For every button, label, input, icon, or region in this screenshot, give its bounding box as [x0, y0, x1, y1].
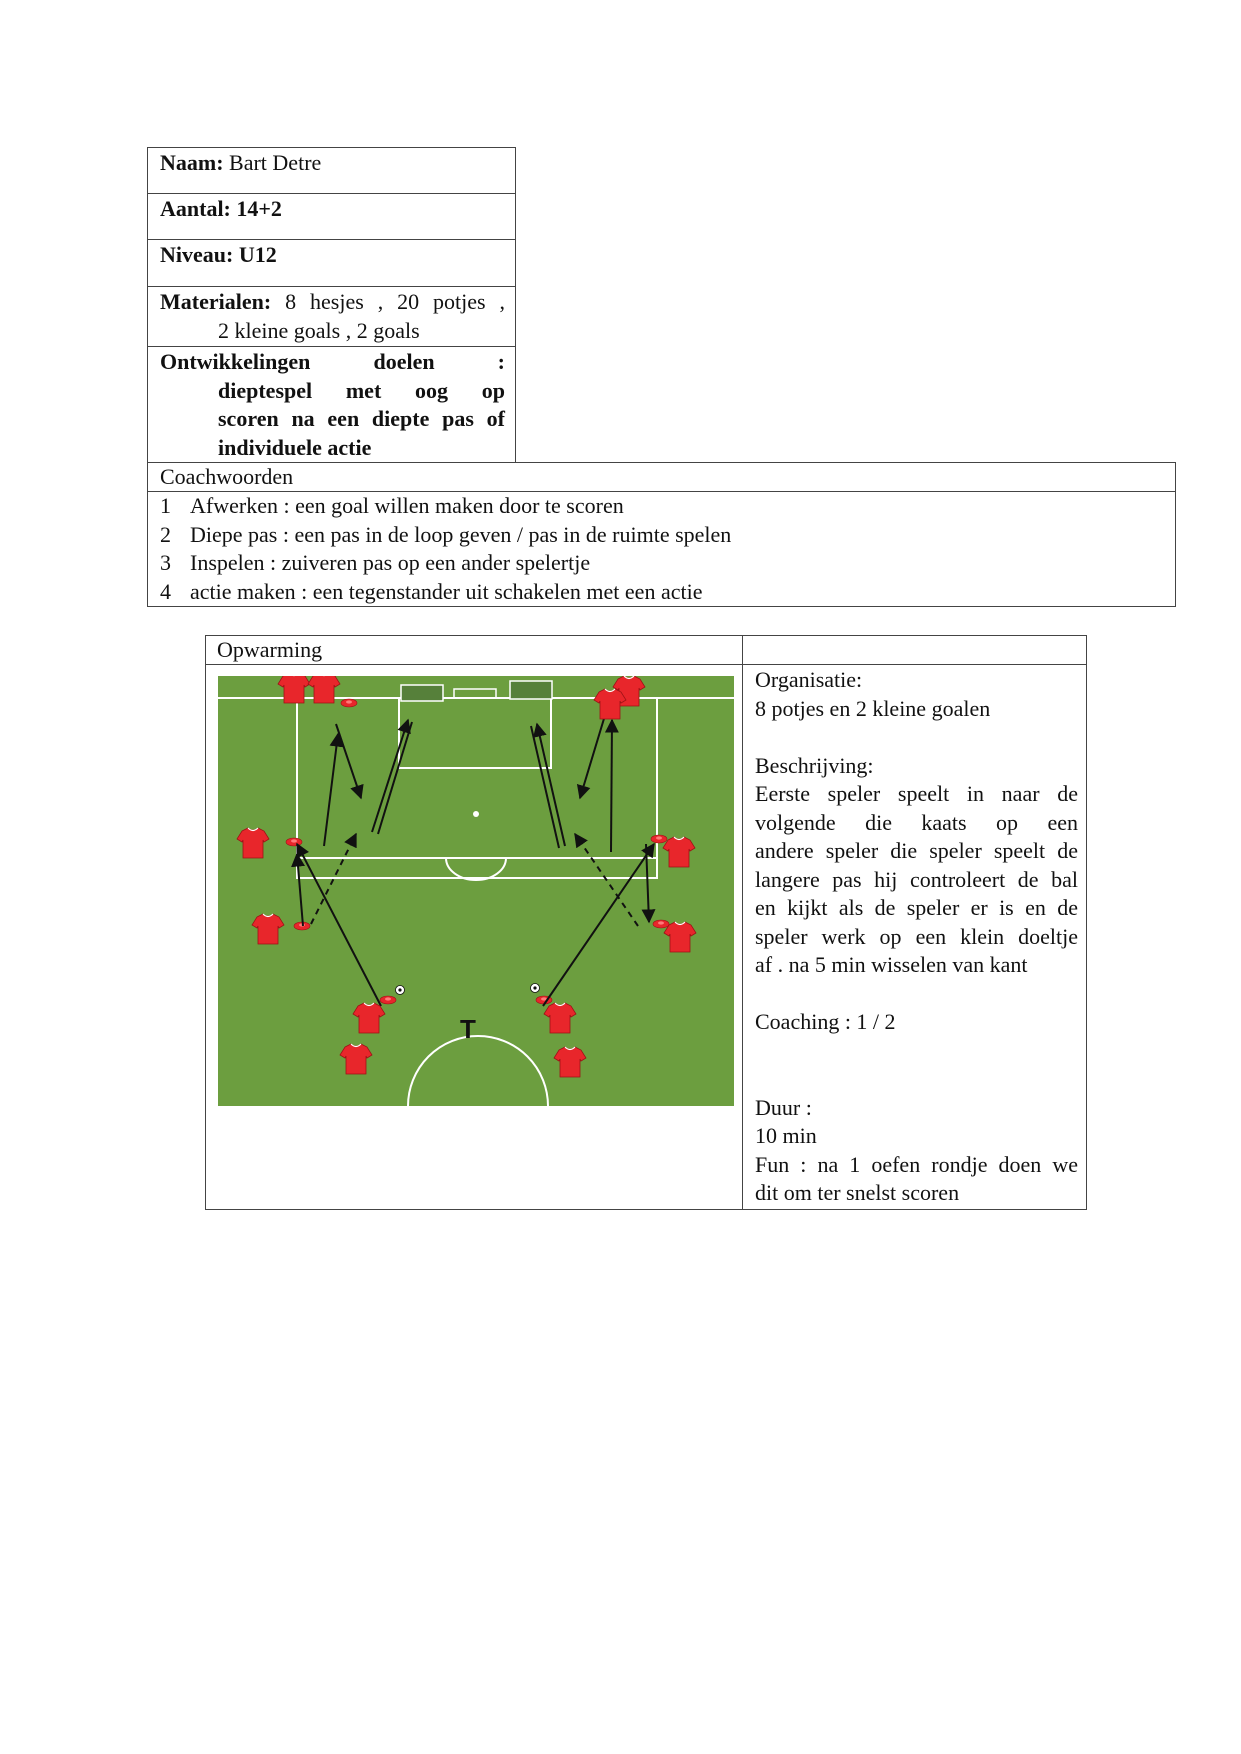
- cone: [653, 920, 669, 928]
- niveau-label: Niveau: U12: [160, 242, 277, 267]
- list-item: [160, 492, 731, 521]
- row-divider: [147, 286, 516, 287]
- naam-label: Naam:: [160, 150, 224, 175]
- ontwikkelingen-row: [160, 348, 505, 462]
- list-item: [160, 521, 731, 550]
- materialen-label: Materialen:: [160, 289, 272, 314]
- materialen-row: [160, 288, 505, 345]
- materialen-line-1: [160, 288, 505, 317]
- row-divider: [147, 346, 516, 347]
- item-text: Afwerken : een goal willen maken door te scoren: [190, 493, 624, 518]
- small-goal-left: [401, 685, 443, 701]
- fun-line-1: Fun : na 1 oefen rondje doen we: [755, 1151, 1078, 1177]
- item-text: Diepe pas : een pas in de loop geven / pas in de ruimte spelen: [190, 521, 732, 547]
- duur-label: Duur :: [755, 1094, 812, 1120]
- niveau-row: [160, 241, 277, 270]
- coachwoorden-list: [160, 492, 731, 606]
- naam-value: Bart Detre: [229, 150, 322, 175]
- fun-line-2: dit om ter snelst scoren: [755, 1180, 960, 1205]
- beschrijving-line: Eerste speler speelt in naar de: [755, 781, 1078, 806]
- coaching-text: Coaching : 1 / 2: [755, 1009, 896, 1034]
- row-divider: [147, 193, 516, 194]
- beschrijving-line: langere pas hij controleert de bal: [755, 866, 1078, 892]
- ontwikkelingen-line-3: scoren na een diepte pas of: [218, 406, 505, 431]
- item-number: 3: [160, 550, 171, 575]
- exercise-title: Opwarming: [217, 637, 323, 662]
- ball: [396, 986, 405, 995]
- organisatie-text: 8 potjes en 2 kleine goalen: [755, 695, 991, 721]
- row-divider: [147, 239, 516, 240]
- materialen-value-2: 2 kleine goals , 2 goals: [218, 317, 420, 343]
- coachwoorden-header: Coachwoorden: [160, 464, 294, 489]
- item-number: 1: [160, 493, 171, 518]
- beschrijving-line: af . na 5 min wisselen van kant: [755, 952, 1028, 977]
- list-item: [160, 549, 731, 578]
- cone: [380, 996, 396, 1004]
- spacer: [755, 1065, 1078, 1094]
- exercise-description: [755, 666, 1078, 1208]
- duur-value: 10 min: [755, 1123, 817, 1148]
- small-goal-right: [510, 681, 552, 699]
- doelen-label: doelen: [373, 349, 435, 374]
- spacer: [755, 723, 1078, 752]
- column-divider: [742, 635, 743, 1210]
- ontwikkelingen-label: Ontwikkelingen: [160, 349, 311, 374]
- aantal-row: [160, 195, 282, 224]
- beschrijving-line: en kijkt als de speler er is en de: [755, 895, 1078, 920]
- beschrijving-label: Beschrijving:: [755, 752, 874, 778]
- header-divider: [205, 664, 1087, 665]
- cone: [341, 699, 357, 707]
- cone: [286, 838, 302, 846]
- list-item: [160, 578, 731, 607]
- spacer: [755, 980, 1078, 1009]
- item-number: 4: [160, 578, 171, 604]
- aantal-label: Aantal: 14+2: [160, 196, 282, 221]
- item-text: Inspelen : zuiveren pas op een ander spelertje: [190, 550, 591, 575]
- cone: [651, 835, 667, 843]
- beschrijving-line: andere speler die speler speelt de: [755, 838, 1078, 863]
- ball: [531, 984, 540, 993]
- penalty-spot: [473, 811, 479, 817]
- beschrijving-line: volgende die kaats op een: [755, 809, 1078, 835]
- beschrijving-line: speler werk op een klein doeltje: [755, 923, 1078, 949]
- naam-row: [160, 149, 321, 178]
- exercise-diagram: [218, 676, 734, 1106]
- item-text: actie maken : een tegenstander uit schakelen met een actie: [190, 578, 703, 604]
- item-number: 2: [160, 521, 171, 547]
- organisatie-label: Organisatie:: [755, 667, 863, 692]
- materialen-value-1: 8 hesjes , 20 potjes ,: [285, 289, 505, 314]
- ontwikkelingen-line-2: dieptespel met oog op: [218, 377, 505, 403]
- ontwikkelingen-line-4: individuele actie: [218, 434, 372, 460]
- ontwikkelingen-line-1: [160, 348, 505, 377]
- trainer-label: T: [460, 1014, 476, 1044]
- colon: :: [497, 349, 505, 374]
- spacer: [755, 1037, 1078, 1066]
